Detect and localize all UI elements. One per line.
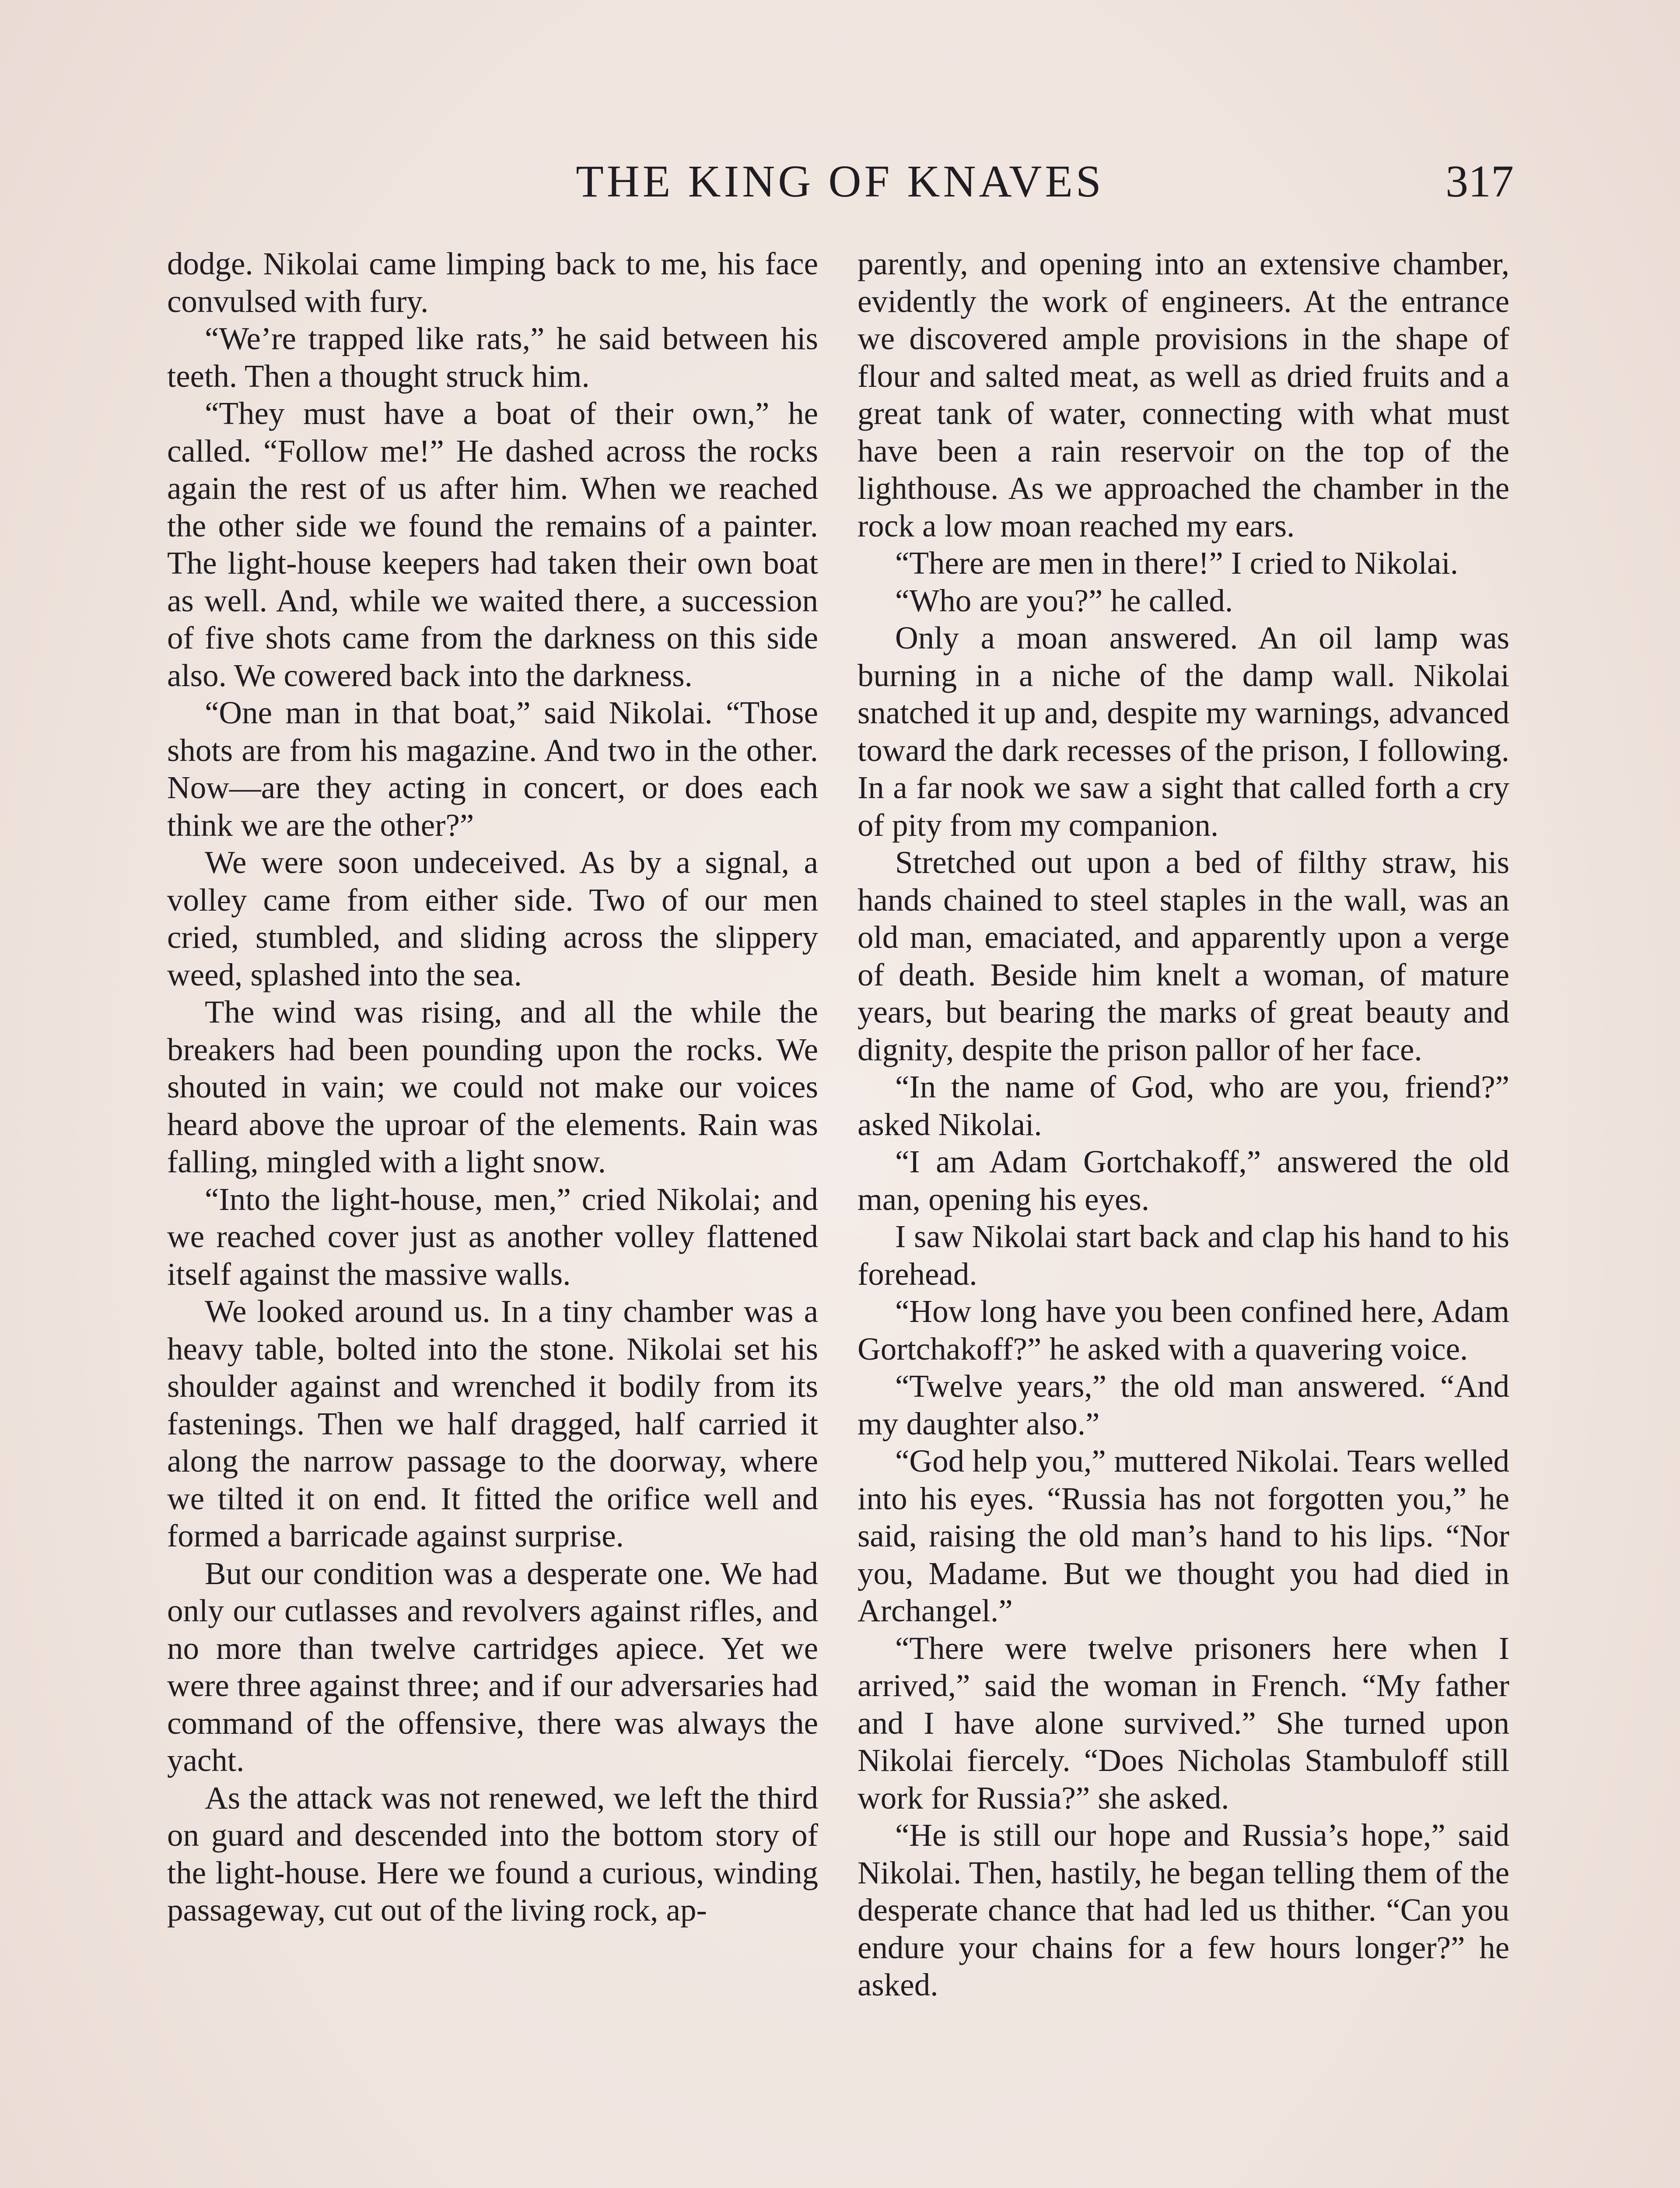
paragraph: “Into the light-house, men,” cried Nikolai; and we reached cover just as another volley flattened itself against the massive walls. — [167, 1181, 818, 1292]
paragraph: parently, and opening into an extensive chamber, evidently the work of engineers. At the entrance we discovered ample provisions in the shape of flour and salted meat, as well as dried fruits and a great tank of water, connecting with what must have been a rain reservoir on the top of the lighthouse. As we approached the chamber in the rock a low moan reached my ears. — [858, 246, 1509, 543]
paragraph: “There were twelve prisoners here when I arrived,” said the woman in French. “My father and I have alone survived.” She turned upon Nikolai fiercely. “Does Nicholas Stambuloff still work for Russia?” she asked. — [858, 1630, 1509, 1816]
paragraph: “They must have a boat of their own,” he called. “Follow me!” He dashed across the rocks again the rest of us after him. When we reached the other side we found the remains of a painter. The light-house keepers had taken their own boat as well. And, while we waited there, a succession of five shots came from the darkness on this side also. We cowered back into the darkness. — [167, 396, 818, 693]
paragraph: “God help you,” muttered Nikolai. Tears welled into his eyes. “Russia has not forgotten you,” he said, raising the old man’s hand to his lips. “Nor you, Madame. But we thought you had died in Archangel.” — [858, 1443, 1509, 1628]
paragraph: “One man in that boat,” said Nikolai. “Those shots are from his magazine. And two in the other. Now—are they acting in concert, or does each think we are the other?” — [167, 695, 818, 843]
right-text-column — [858, 245, 1509, 2004]
paragraph: As the attack was not renewed, we left the third on guard and descended into the bottom story of the light-house. Here we found a curious, winding passageway, cut out of the living rock, ap- — [167, 1780, 818, 1928]
paragraph: I saw Nikolai start back and clap his hand to his forehead. — [858, 1219, 1509, 1292]
paragraph: “Who are you?” he called. — [895, 582, 1233, 618]
paragraph: “How long have you been confined here, Adam Gortchakoff?” he asked with a quavering voice. — [858, 1294, 1509, 1367]
paragraph: We were soon undeceived. As by a signal, a volley came from either side. Two of our men cried, stumbled, and sliding across the slippery weed, splashed into the sea. — [167, 845, 818, 992]
paragraph: Only a moan answered. An oil lamp was burning in a niche of the damp wall. Nikolai snatched it up and, despite my warnings, advanced toward the dark recesses of the prison, I following. In a far nook we saw a sight that called forth a cry of pity from my companion. — [858, 620, 1509, 843]
paragraph: dodge. Nikolai came limping back to me, his face convulsed with fury. — [167, 246, 818, 319]
paragraph: We looked around us. In a tiny chamber was a heavy table, bolted into the stone. Nikolai set his shoulder against and wrenched it bodily from its fastenings. Then we half dragged, half carried it along the narrow passage to the doorway, where we tilted it on end. It fitted the orifice well and formed a barricade against surprise. — [167, 1294, 818, 1553]
running-title: THE KING OF KNAVES — [576, 156, 1104, 207]
paragraph: “There are men in there!” I cried to Nikolai. — [895, 545, 1458, 581]
paragraph: “I am Adam Gortchakoff,” answered the old man, opening his eyes. — [858, 1144, 1509, 1217]
paragraph: Stretched out upon a bed of filthy straw, his hands chained to steel staples in the wall, was an old man, emaciated, and apparently upon a verge of death. Beside him knelt a woman, of mature years, but bearing the marks of great beauty and dignity, despite the prison pallor of her face. — [858, 845, 1509, 1067]
paragraph: “In the name of God, who are you, friend?” asked Nikolai. — [858, 1069, 1509, 1142]
paragraph: But our condition was a desperate one. We had only our cutlasses and revolvers against rifles, and no more than twelve cartridges apiece. Yet we were three against three; and if our adversaries had command of the offensive, there was always the yacht. — [167, 1555, 818, 1778]
page-number: 317 — [1446, 156, 1514, 207]
paragraph: “We’re trapped like rats,” he said between his teeth. Then a thought struck him. — [167, 321, 818, 394]
paragraph: “Twelve years,” the old man answered. “And my daughter also.” — [858, 1368, 1509, 1441]
page-header — [166, 153, 1514, 210]
paragraph: “He is still our hope and Russia’s hope,” said Nikolai. Then, hastily, he began telling them of the desperate chance that had led us thither. “Can you endure your chains for a few hours longer?” he asked. — [858, 1817, 1509, 2002]
paragraph: The wind was rising, and all the while the breakers had been pounding upon the rocks. We shouted in vain; we could not make our voices heard above the uproar of the elements. Rain was falling, mingled with a light snow. — [167, 994, 818, 1179]
left-text-column — [167, 245, 818, 1929]
